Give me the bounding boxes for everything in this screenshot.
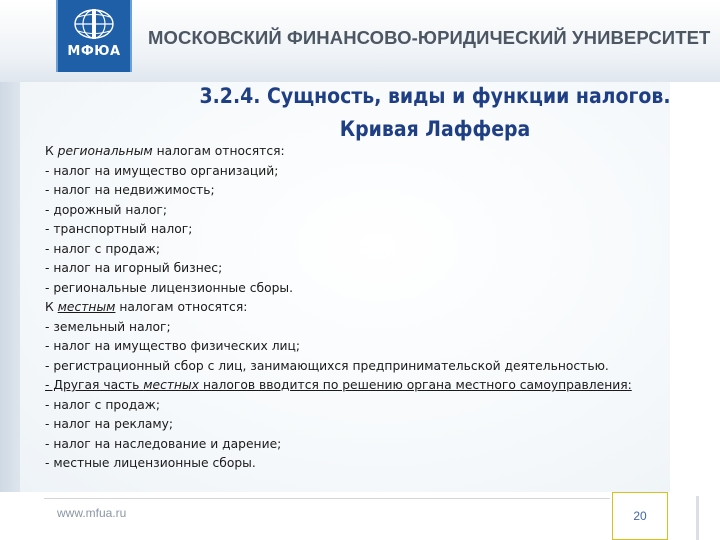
local-taxes-intro — [45, 298, 685, 318]
list-item: - налог с продаж; — [45, 241, 160, 256]
regional-intro-prefix: К — [45, 144, 58, 158]
other-part-prefix: - Другая часть — [45, 378, 144, 392]
list-item: - земельный налог; — [45, 319, 171, 334]
list-item: - регистрационный сбор с лиц, занимающихся предпринимательской деятельностью. — [45, 358, 609, 373]
university-logo[interactable] — [56, 0, 132, 72]
list-item: - налог на наследование и дарение; — [45, 436, 282, 451]
regional-intro-suffix: налогам относятся: — [152, 144, 285, 158]
other-part-emphasis: местных — [143, 378, 200, 392]
logo-text: МФЮА — [67, 44, 121, 59]
local-intro-prefix: К — [45, 300, 58, 314]
list-item: - транспортный налог; — [45, 222, 193, 236]
list-item: - налог на имущество физических лиц; — [45, 339, 301, 353]
list-item: - налог на игорный бизнес; — [45, 261, 223, 275]
list-item: - налог с продаж; — [45, 397, 160, 412]
list-item: - дорожный налог; — [45, 202, 167, 217]
footer-divider — [44, 498, 610, 499]
other-part-suffix: налогов вводится по решению органа местного самоуправления: — [199, 378, 632, 392]
slide-title-line-1: 3.2.4. Сущность, виды и функции налогов. — [199, 84, 671, 108]
university-name: МОСКОВСКИЙ ФИНАНСОВО-ЮРИДИЧЕСКИЙ УНИВЕРСИТЕТ — [148, 27, 711, 48]
header-bar — [0, 0, 720, 82]
slide-title — [175, 80, 695, 146]
slide-body — [45, 142, 685, 474]
local-intro-emphasis: местным — [57, 300, 116, 314]
list-item: - местные лицензионные сборы. — [45, 456, 256, 470]
globe-emblem-icon — [72, 6, 116, 42]
footer-url-link[interactable]: www.mfua.ru — [57, 506, 127, 520]
right-decor-strip — [696, 496, 699, 540]
slide-title-line-2: Кривая Лаффера — [339, 117, 531, 141]
list-item: - налог на имущество организаций; — [45, 163, 279, 178]
page-number: 20 — [633, 509, 647, 523]
list-item: - региональные лицензионные сборы. — [45, 280, 294, 295]
other-local-taxes-intro — [45, 376, 685, 396]
local-intro-suffix: налогам относятся: — [115, 300, 248, 314]
list-item: - налог на рекламу; — [45, 417, 174, 431]
list-item: - налог на недвижимость; — [45, 183, 215, 197]
page-number-box — [612, 492, 668, 540]
regional-taxes-intro — [45, 142, 685, 162]
regional-intro-emphasis: региональным — [57, 144, 153, 158]
